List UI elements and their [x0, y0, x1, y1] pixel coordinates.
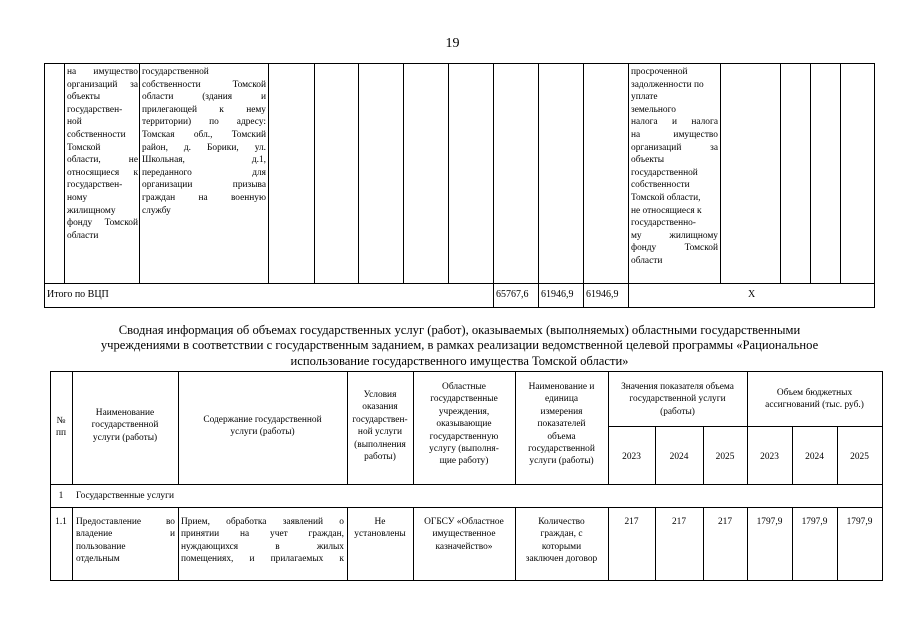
- header-values-year-2025: 2025: [715, 452, 735, 462]
- header-budget-year-2025: 2025: [850, 452, 869, 462]
- header-number: № пп: [55, 416, 67, 439]
- section-number: 1: [58, 491, 64, 501]
- row-indicator: Количество граждан, с которыми заключен договор: [525, 517, 598, 565]
- header-institutions: Областные государственные учреждения, оказывающие государственную услугу (выполня- щие работу): [429, 382, 499, 467]
- header-volume-values: Значения показателя объема государственной услуги (работы): [621, 382, 734, 417]
- row-number: 1.1: [55, 517, 67, 527]
- header-budget-year-2023: 2023: [760, 452, 779, 462]
- total-row-mark: Х: [748, 289, 756, 300]
- row-service-content: Прием, обработка заявлений о принятии на учет граждан, нуждающихся в жилых помещениях, и прилагаемых к: [181, 517, 344, 565]
- total-value-3: 61946,9: [586, 289, 619, 300]
- row-budget-2023: 1797,9: [756, 517, 783, 527]
- row-budget-2025: 1797,9: [846, 517, 873, 527]
- section-title: Государственные услуги: [76, 491, 174, 501]
- header-indicator: Наименование и единица измерения показателей объема государственной услуги (работы): [528, 382, 595, 467]
- total-value-2: 61946,9: [541, 289, 574, 300]
- row-value-2025: 217: [717, 517, 733, 527]
- heading-line-2: учреждениями в соответствии с государственным заданием, в рамках реализации ведомственной целевой программы «Рациональное: [100, 338, 819, 353]
- result-indicator-text: просроченной задолженности по уплате земельного налога и налога на имущество организаций за объекты государственной собственности Томской области, не относящиеся к государственно- му жилищному фонду Томской области: [631, 67, 718, 266]
- header-service-content: Содержание государственной услуги (работы): [203, 415, 322, 438]
- heading-line-1: Сводная информация об объемах государственных услуг (работ), оказываемых (выполняемых) областными государственными: [118, 323, 801, 337]
- row-service-name: Предоставление во владение и пользование отдельным: [76, 517, 175, 565]
- header-budget-year-2024: 2024: [805, 452, 824, 462]
- row-budget-2024: 1797,9: [801, 517, 828, 527]
- header-values-year-2023: 2023: [622, 452, 641, 462]
- row-conditions: Не установлены: [354, 517, 406, 540]
- total-value-1: 65767,6: [496, 289, 529, 300]
- property-description-text: государственной собственности Томской области (здания и прилегающей к нему территории) по адресу: Томская обл., Томский район, д. Борики, ул. Школьная, д.1, переданного для организации призыва граждан на военную службу: [142, 67, 266, 216]
- summary-heading: [44, 323, 875, 369]
- row-value-2023: 217: [624, 517, 639, 527]
- total-row-label: Итого по ВЦП: [47, 289, 109, 300]
- page-number: 19: [445, 36, 460, 51]
- header-service-name: Наименование государственной услуги (работы): [91, 408, 159, 443]
- row-value-2024: 217: [671, 517, 687, 527]
- header-conditions: Условия оказания государствен- ной услуги (выполнения работы): [352, 390, 408, 463]
- continuation-table: [44, 63, 875, 307]
- services-table: [50, 371, 883, 581]
- heading-line-3: использование государственного имущества Томской области»: [290, 353, 629, 368]
- header-values-year-2024: 2024: [669, 452, 689, 462]
- header-budget: Объем бюджетных ассигнований (тыс. руб.): [765, 388, 864, 411]
- row-institution: ОГБСУ «Областное имущественное казначейство»: [424, 517, 504, 552]
- tax-object-text: на имущество организаций за объекты государствен- ной собственности Томской области, не относящиеся к государствен- ному жилищному фонду Томской области: [67, 67, 138, 241]
